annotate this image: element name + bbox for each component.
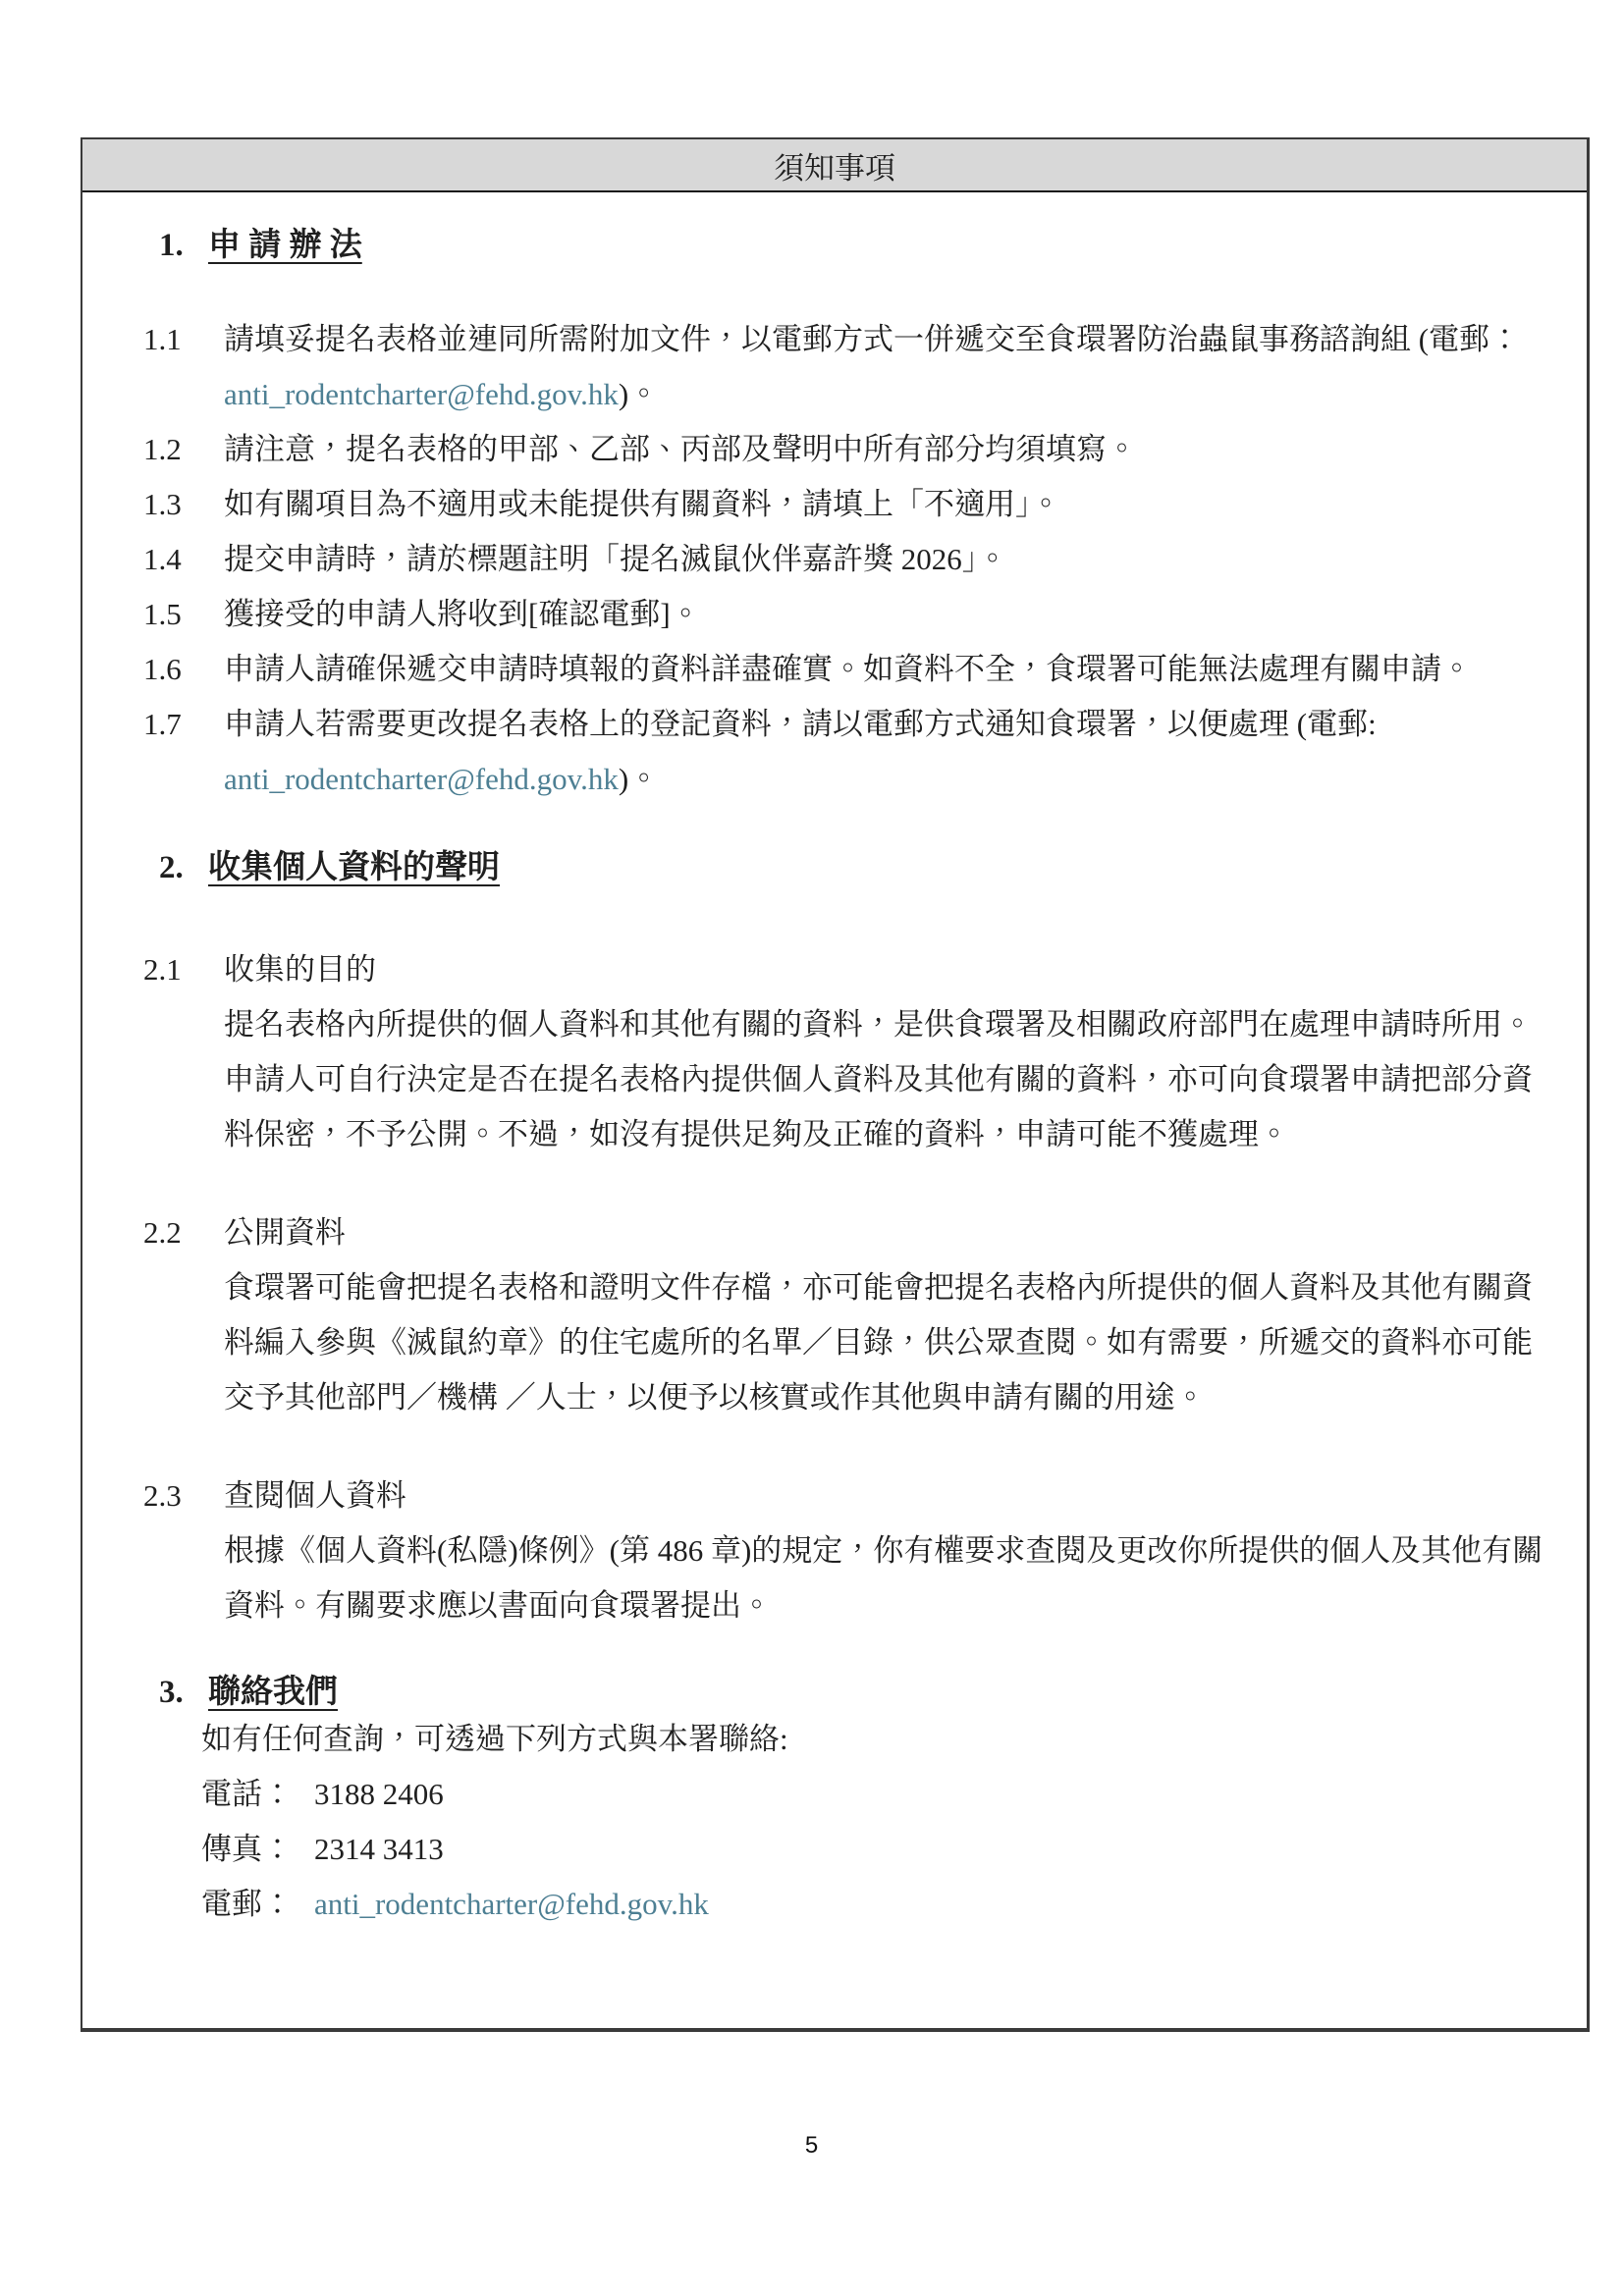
contact-row-email [201,1877,1551,1932]
section-3-number: 3. [159,1675,184,1710]
item-1-7-text-suffix: )。 [618,762,660,796]
item-2-3-text: 根據《個人資料(私隱)條例》(第 486 章)的規定，你有權要求查閱及更改你所提供的個人及其他有關資料。有關要求應以書面向食環署提出。 [224,1533,1543,1623]
list-item-1-3 [143,477,1551,532]
item-2-3-label: 查閱個人資料 [224,1478,406,1513]
section-2-number: 2. [159,850,184,885]
section-3-heading [143,1673,1551,1712]
notes-header-title: 須知事項 [774,150,895,186]
item-2-1-number: 2.1 [143,952,182,987]
item-1-4-number: 1.4 [143,542,182,576]
item-2-3-number: 2.3 [143,1478,182,1513]
section-2-heading [143,848,1551,887]
section-1-title: 申 請 辦 法 [208,228,362,263]
list-item-1-2 [143,422,1551,477]
list-item-1-5 [143,587,1551,642]
notes-box [81,137,1590,2032]
list-item-1-6 [143,642,1551,697]
fax-value: 2314 3413 [314,1832,444,1866]
item-1-1-number: 1.1 [143,322,182,356]
item-2-1-label: 收集的目的 [224,952,376,987]
section-1-heading [143,226,1551,265]
page-number: 5 [804,2132,819,2159]
item-2-2-block [224,1205,1551,1425]
list-item-1-4 [143,532,1551,587]
item-1-5-text: 獲接受的申請人將收到[確認電郵]。 [224,597,701,631]
item-1-6-text: 申請人請確保遞交申請時填報的資料詳盡確實。如資料不全，食環署可能無法處理有關申請。 [224,652,1472,686]
email-link[interactable]: anti_rodentcharter@fehd.gov.hk [224,377,619,411]
contact-block [201,1712,1551,1932]
item-1-6-number: 1.6 [143,652,182,686]
item-1-3-text: 如有關項目為不適用或未能提供有關資料，請填上「不適用」。 [224,487,1061,521]
item-2-2-label: 公開資料 [224,1215,346,1250]
item-1-7-number: 1.7 [143,707,182,741]
item-2-1-block [224,942,1551,1162]
item-1-1-text [224,312,1551,422]
phone-label: 電話： [201,1777,293,1811]
item-2-2-text: 食環署可能會把提名表格和證明文件存檔，亦可能會把提名表格內所提供的個人資料及其他有關資料編入參與《滅鼠約章》的住宅處所的名單／目錄，供公眾查閱。如有需要，所遞交的資料亦可能交予其他部門／機構 ／人士，以便予以核實或作其他與申請有關的用途。 [224,1270,1533,1415]
fax-label: 傳真： [201,1832,293,1866]
item-1-3-number: 1.3 [143,487,182,521]
email-link[interactable]: anti_rodentcharter@fehd.gov.hk [314,1887,709,1921]
list-item-2-3 [143,1468,1551,1633]
phone-value: 3188 2406 [314,1777,444,1811]
item-1-2-number: 1.2 [143,432,182,466]
contact-row-phone [201,1767,1551,1822]
list-item-2-2 [143,1205,1551,1425]
contact-intro: 如有任何查詢，可透過下列方式與本署聯絡: [201,1722,788,1756]
email-label: 電郵： [201,1887,293,1921]
item-1-7-text-prefix: 申請人若需要更改提名表格上的登記資料，請以電郵方式通知食環署，以便處理 (電郵: [224,707,1377,741]
item-1-1-text-prefix: 請填妥提名表格並連同所需附加文件，以電郵方式一併遞交至食環署防治蟲鼠事務諮詢組 (電郵： [224,322,1521,356]
item-1-7-text [224,697,1551,807]
section-2-title: 收集個人資料的聲明 [208,850,500,885]
item-1-2-text: 請注意，提名表格的甲部、乙部、丙部及聲明中所有部分均須填寫。 [224,432,1137,466]
item-1-1-text-suffix: )。 [618,377,660,411]
list-item-1-1 [143,312,1551,422]
notes-content [82,226,1587,1932]
item-1-5-number: 1.5 [143,597,182,631]
list-item-1-7 [143,697,1551,807]
contact-row-fax [201,1822,1551,1877]
section-3-title: 聯絡我們 [208,1675,338,1710]
item-2-2-number: 2.2 [143,1215,182,1250]
item-1-4-text: 提交申請時，請於標題註明「提名滅鼠伙伴嘉許獎 2026」。 [224,542,1008,576]
notes-header-bar [82,139,1587,192]
list-item-2-1 [143,942,1551,1162]
item-2-1-text: 提名表格內所提供的個人資料和其他有關的資料，是供食環署及相關政府部門在處理申請時所用。申請人可自行決定是否在提名表格內提供個人資料及其他有關的資料，亦可向食環署申請把部分資料保密，不予公開。不過，如沒有提供足夠及正確的資料，申請可能不獲處理。 [224,1007,1533,1151]
item-2-3-block [224,1468,1551,1633]
section-1-number: 1. [159,228,184,263]
email-link[interactable]: anti_rodentcharter@fehd.gov.hk [224,762,619,796]
